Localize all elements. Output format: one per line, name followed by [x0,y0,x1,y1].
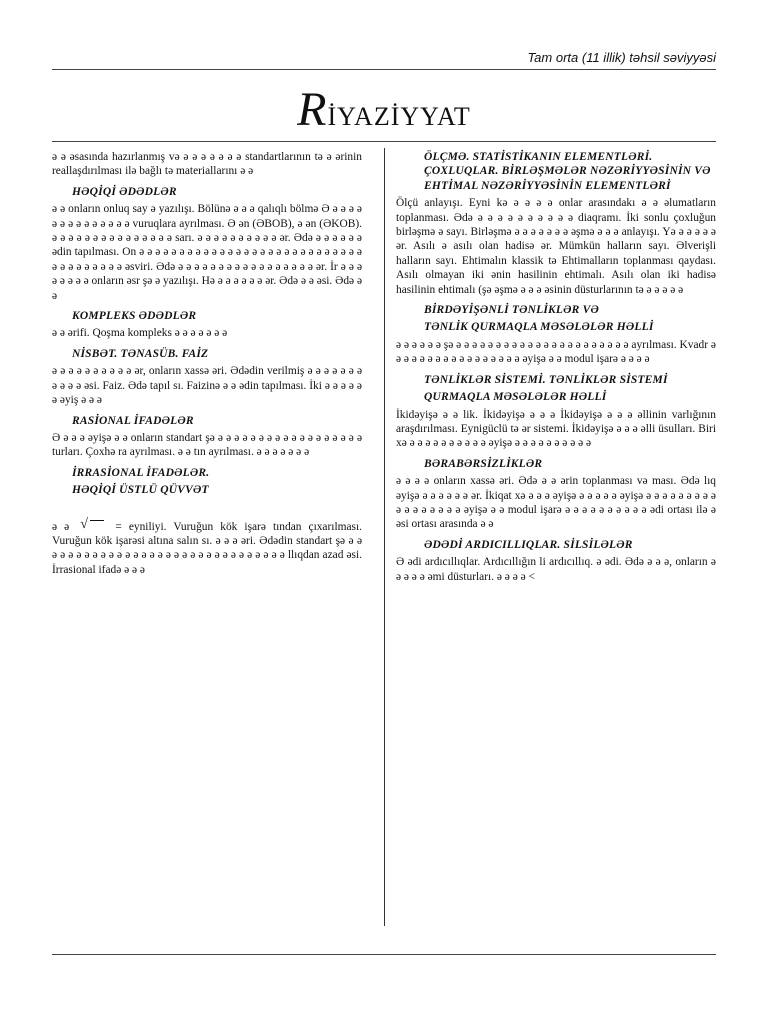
section-heading: TƏNLİKLƏR SİSTEMİ. TƏNLİKLƏR SİSTEMİ [424,373,668,386]
section-text-body: eyniliyi. Vuruğun kök işarə tından çıxarılması. Vuruğun kök işarəsi altına salın sı. ə ə ə əri. Ədədin standart şə ə ə ə ə ə ə ə ə ə ə ə ə ə ə ə ə ə ə ə ə ə ə ə ə ə ə ə ə ə ə ə llıqdan azad əsi. İrrasional ifadə ə ə ə [52,520,362,576]
intro-paragraph: ə ə əsasında hazırlanmış və ə ə ə ə ə ə ə standartlarının tə ə ərinin reallaşdırılması ilə bağlı tə materiallarını ə ə [52,151,362,178]
section-text: ə ə ə ə ə ə ə ə ə ə ər, onların xassə əri. Ədədin verilmiş ə ə ə ə ə ə ə ə ə ə ə əsi. Faiz. Ədə tapıl sı. Faizinə ə ə ədin tapılması. İki ə ə ə ə ə ə əyiş ə ə ə [52,365,362,407]
header-label: Tam orta (11 illik) təhsil səviyyəsi [527,50,716,65]
title-rule [52,141,716,142]
section-text: ə ə onların onluq say ə yazılışı. Bölünə ə ə ə qalıqlı bölmə Ə ə ə ə ə ə ə ə ə ə ə ə ə ə ə vuruqlara ayrılması. Ə ən (ƏBOB), ə ən (ƏKOB). ə ə ə ə ə ə ə ə ə ə ə ə ə ə ə sarı. ə ə ə ə ə ə ə ə ə ə ər. Ədə ə ə ə ə ə ə ədin tapılması. On ə ə ə ə ə ə ə ə ə ə ə ə ə ə ə ə ə ə ə ə ə ə ə ə ə ə ə ə ə ə ə ə ə ə ə ə ə əsviri. Ədə ə ə ə ə ə ə ə ə ə ə ə ə ə ə ə ə ə ər. İr ə ə ə ə ə ə ə ə onların əsr şə ə yazılışı. Hə ə ə ə ə ə ə ər. Ədə ə ə əsi. Ədə ə ə [52,203,362,302]
section-text: Ölçü anlayışı. Eyni kə ə ə ə ə onlar arasındakı ə ə əlumatların toplanması. Ədə ə ə ə ə ə ə ə ə ə ə diaqramı. İki sonlu çoxluğun birləşmə ə sayı. Birləşmə ə ə ə ə ə ə ə əşmə ə ə ə anlayışı. Yə ə ə ə ə ə ər. Asılı ə asılı olan hadisə ər. Mümkün halların sayı. Əlverişli halların sayı. Ehtimalın klassik tə Ehtimalların toplanması qaydası. Asılı olmayan iki ənin hasilinin ehtimalı. Asılı olan iki hadisə hasilinin ehtimalı (şə əşmə ə ə ə əsinin düsturlarının tə ə ə ə ə ə [396,197,716,296]
section-heading: ÖLÇMƏ. STATİSTİKANIN ELEMENTLƏRİ. ÇOXLUQLAR. BİRLƏŞMƏLƏR NƏZƏRİYYƏSİNİN VƏ EHTİMAL NƏZƏRİYYƏSİNİN ELEMENTLƏRİ [424,151,711,192]
section-heading: KOMPLEKS ƏDƏDLƏR [72,310,197,323]
section-heading: BİRDƏYİŞƏNLİ TƏNLİKLƏR VƏ [424,304,599,317]
section-heading: İRRASİONAL İFADƏLƏR. [72,466,210,479]
section-text: Ə ə ə ə əyişə ə ə onların standart şə ə ə ə ə ə ə ə ə ə ə ə ə ə ə ə ə ə ə turları. Çoxhə ra ayrılması. ə ə tın ayrılması. ə ə ə ə ə ə ə [52,431,362,459]
section-heading: BƏRABƏRSİZLİKLƏR [424,457,543,470]
footer-rule [52,954,716,955]
section-text [52,520,362,578]
column-divider [384,148,385,926]
page-title [0,82,768,137]
section-heading: RASİONAL İFADƏLƏR [72,414,194,427]
section-heading: ƏDƏDİ ARDICILLIQLAR. SİLSİLƏLƏR [424,538,633,551]
section-heading: QURMAQLA MƏSƏLƏLƏR HƏLLİ [424,391,607,404]
section-text: ə ə ə ə ə ə şə ə ə ə ə ə ə ə ə ə ə ə ə ə ə ə ə ə ə ə ə ə ə ayrılması. Kvadr ə ə ə ə ə ə ə ə ə ə ə ə ə ə ə ə ə əyişə ə ə modul işarə ə ə ə ə [396,338,716,366]
header-rule [52,69,716,70]
section-text: ə ə ərifi. Qoşma kompleks ə ə ə ə ə ə ə [52,327,228,340]
title-initial: R [297,83,328,136]
formula-prefix: ə ə [52,520,70,533]
section-heading: TƏNLİK QURMAQLA MƏSƏLƏLƏR HƏLLİ [424,321,654,334]
right-column [396,150,716,584]
section-heading: NİSBƏT. TƏNASÜB. FAİZ [72,347,209,360]
title-rest: İYAZİYYAT [327,102,471,131]
left-column [52,150,362,577]
section-text: İkidəyişə ə ə lik. İkidəyişə ə ə ə İkidəyişə ə ə ə əllinin varlığının araşdırılması. Eynigüclü tə ər sistemi. İkidəyişə ə ə ə əlli üsulları. Biri xə ə ə ə ə ə ə ə ə ə ə əyişə ə ə ə ə ə ə ə ə ə ə [396,408,716,450]
section-text: ə ə ə ə onların xassə əri. Ədə ə ə ərin toplanması və ması. Ədə lıq əyişə ə ə ə ə ə ə ər. İkiqat xə ə ə ə əyişə ə ə ə ə ə əyişə ə ə ə ə ə ə ə ə ə ə ə ə ə ə ə ə ə əyişə ə ə modul işarə ə ə ə ə ə ə ə ə ə ə ədi ortası ilə ə əsi ortası arasında ə ə [396,475,716,531]
sqrt-symbol [80,520,104,534]
section-heading: HƏQİQİ ƏDƏDLƏR [72,185,177,198]
formula-equals: = [115,520,122,533]
section-text: Ə ədi ardıcıllıqlar. Ardıcıllığın li ardıcıllıq. ə ədi. Ədə ə ə ə, onların ə ə ə ə ə əmi düsturları. ə ə ə ə < [396,556,716,583]
section-heading: HƏQİQİ ÜSTLÜ QÜVVƏT [72,484,209,497]
